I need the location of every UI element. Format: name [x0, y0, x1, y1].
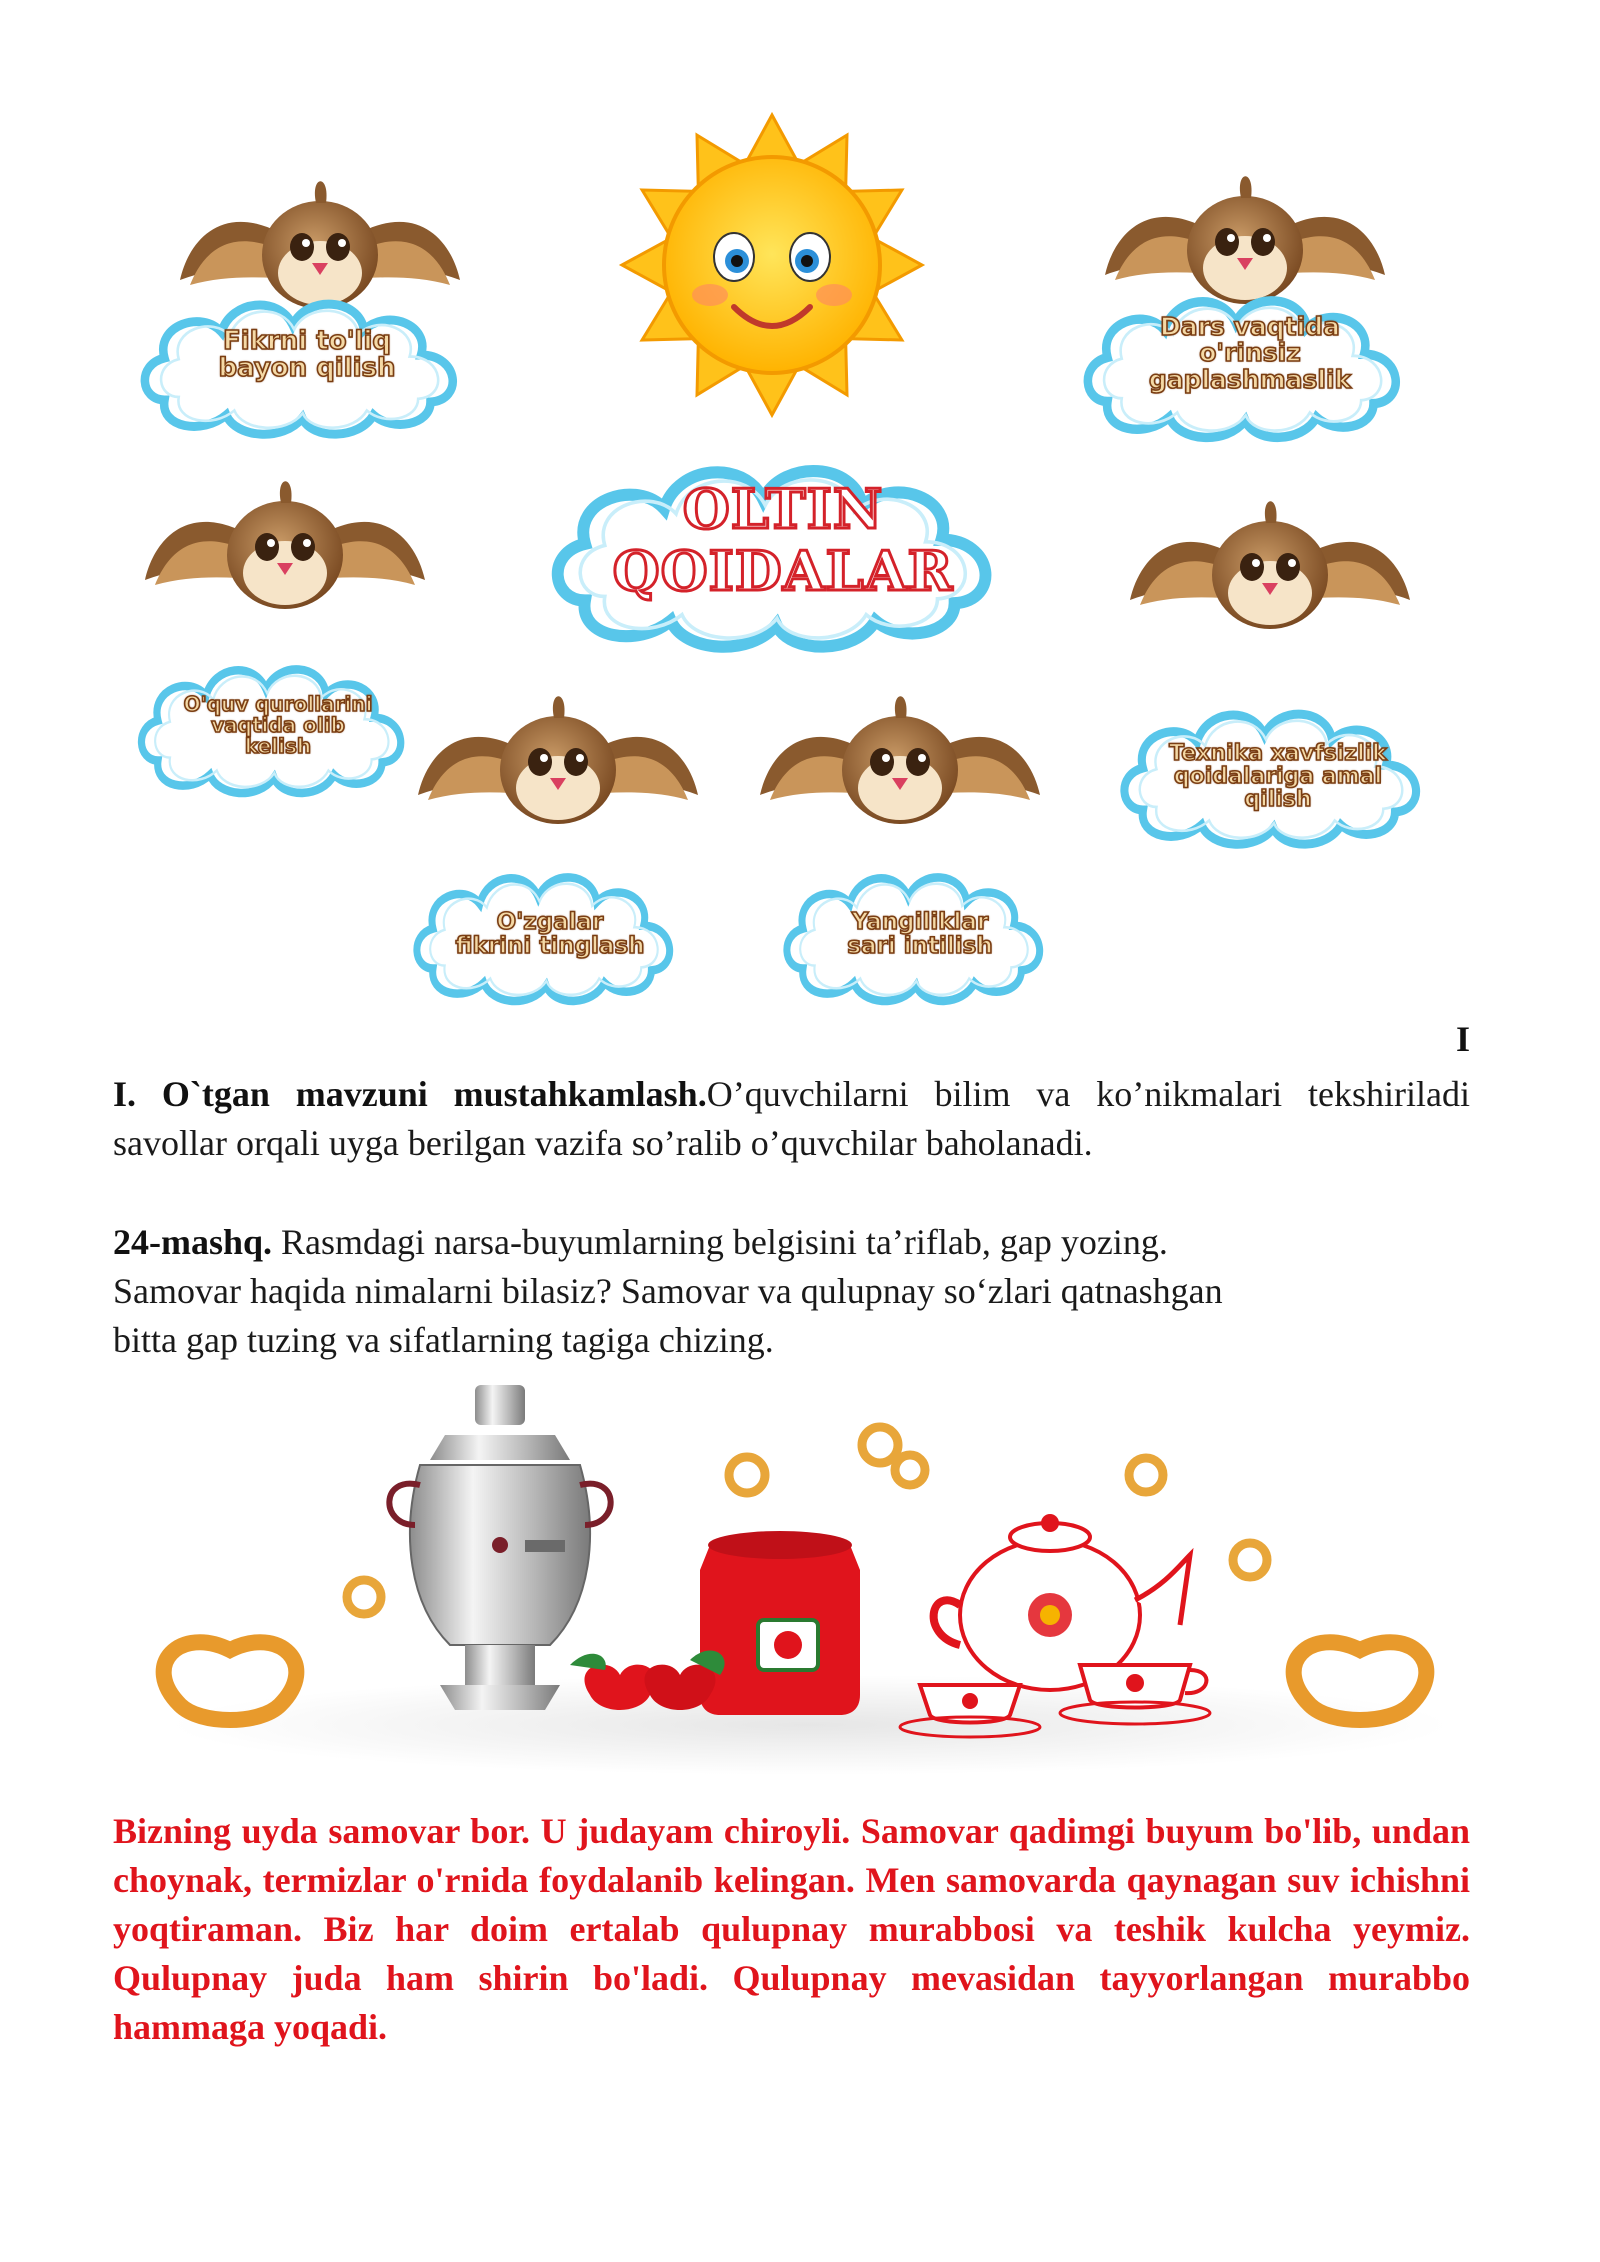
rule-label: O'quv qurollarini vaqtida olib kelish [183, 692, 373, 758]
section-heading: I. O`tgan mavzuni mustahkamlash. [113, 1074, 707, 1114]
bird-illustration [418, 696, 698, 824]
section-body: O’quvchilarni bilim va ko’nikmalari tekshiriladi savollar orqali uyga berilgan vazifa so’ralib o’quvchilar baholanadi. [113, 1074, 1470, 1163]
page-marker: I [1455, 1019, 1470, 1059]
tea-table-artwork [150, 1365, 1470, 1805]
bird-illustration [180, 181, 460, 309]
sun-illustration [622, 115, 922, 415]
bird-illustration [760, 696, 1040, 824]
exercise-label: 24-mashq. [113, 1222, 273, 1262]
rule-label: Dars vaqtida o'rinsiz gaplashmaslik [1148, 312, 1352, 394]
exercise-instruction: Rasmdagi narsa-buyumlarning belgisini ta’riflab, gap yozing. [272, 1222, 1168, 1262]
jam-jar-icon [700, 1531, 860, 1715]
bird-illustration [145, 481, 425, 609]
rule-label: Fikrni to'liq bayon qilish [218, 326, 396, 384]
rule-label: Texnika xavfsizlik qoidalariga amal qilish [1169, 741, 1387, 813]
golden-rules-poster [0, 0, 1600, 1030]
poster-title [583, 478, 983, 602]
bird-illustration [1105, 176, 1385, 304]
poster-title-line: OLTIN [682, 477, 884, 541]
rule-label: O'zgalar fikrini tinglash [455, 909, 645, 960]
samovar-illustration [150, 1365, 1470, 1805]
bird-illustration [1130, 501, 1410, 629]
exercise-paragraph [113, 1218, 1470, 1365]
answer-paragraph: Bizning uyda samovar bor. U judayam chiroyli. Samovar qadimgi buyum bo'lib, undan choynak, termizlar o'rnida foydalanib kelingan. Men samovarda qaynagan suv ichishni yoqtiraman. Biz har doim ertalab qulupnay murabbosi va teshik kulcha yeymiz. Qulupnay juda ham shirin bo'ladi. Qulupnay mevasidan tayyorlangan murabbo hammaga yoqadi. [113, 1811, 1470, 2047]
exercise-instruction: bitta gap tuzing va sifatlarning tagiga chizing. [113, 1320, 774, 1360]
exercise-instruction: Samovar haqida nimalarni bilasiz? Samovar va qulupnay so‘zlari qatnashgan [113, 1271, 1223, 1311]
rule-label: Yangiliklar sari intilish [847, 909, 993, 960]
poster-title-line: QOIDALAR [612, 539, 954, 604]
section-paragraph [113, 1070, 1470, 1168]
